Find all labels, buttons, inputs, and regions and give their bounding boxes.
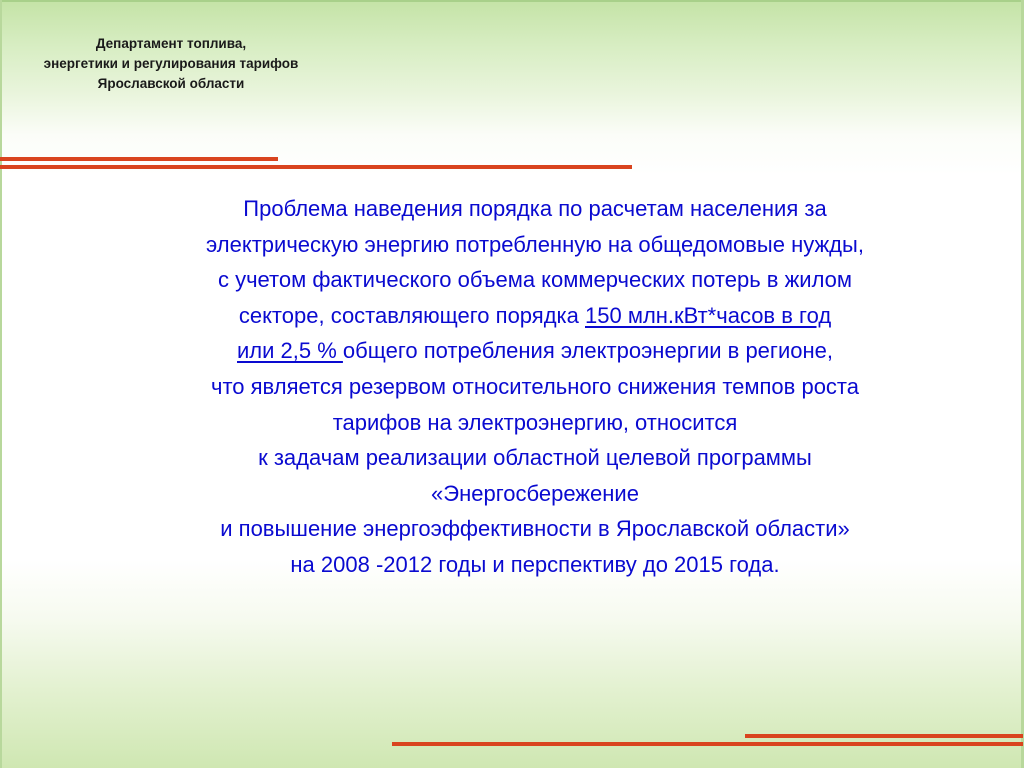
bottom-accent-bar-long	[392, 742, 1023, 746]
top-accent-bar-long	[0, 165, 632, 169]
main-line-1: Проблема наведения порядка по расчетам населения за	[243, 196, 827, 221]
header-line-1: Департамент топлива,	[95, 36, 247, 51]
main-line-7: тарифов на электроэнергию, относится	[332, 409, 738, 435]
main-line-5	[80, 333, 990, 369]
main-text-block	[80, 191, 990, 583]
main-line-3: с учетом фактического объема коммерческих потерь в жилом	[217, 267, 853, 293]
percentage-highlight: или 2,5 %	[237, 338, 343, 364]
consumption-volume-highlight: 150 млн.кВт*часов в год	[585, 302, 832, 328]
bottom-accent-bar-short	[745, 734, 1023, 738]
header-line-3: Ярославской области	[97, 76, 245, 91]
top-border	[0, 0, 1024, 2]
top-accent-bar-short	[0, 157, 278, 161]
main-line-6: что является резервом относительного снижения темпов роста	[211, 373, 859, 399]
main-line-4-text: секторе, составляющего порядка	[238, 302, 585, 328]
main-line-4	[80, 298, 990, 334]
main-line-10: и повышение энергоэффективности в Ярославской области»	[220, 516, 850, 542]
main-line-2: электрическую энергию потребленную на общедомовые нужды,	[206, 231, 864, 257]
main-line-5-text: общего потребления электроэнергии в регионе,	[342, 338, 833, 364]
main-line-9: «Энергосбережение	[431, 480, 639, 506]
main-line-8: к задачам реализации областной целевой программы	[258, 445, 812, 471]
main-line-11: на 2008 -2012 годы и перспективу до 2015 года.	[290, 551, 780, 577]
header-line-2: энергетики и регулирования тарифов	[43, 56, 299, 71]
left-border	[0, 0, 2, 768]
department-header	[0, 34, 342, 94]
